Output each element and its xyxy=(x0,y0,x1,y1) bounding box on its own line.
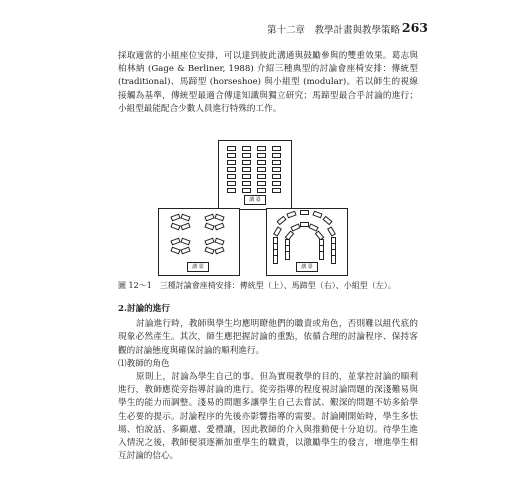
desk xyxy=(272,153,281,158)
figure-caption: 圖 12～1 三種討論會座椅安排：傳統型（上）、馬蹄型（右）、小組型（左）。 xyxy=(118,281,396,290)
desk xyxy=(227,188,236,193)
section-heading: 2.討論的進行 xyxy=(118,304,170,314)
desk xyxy=(257,181,266,186)
desk xyxy=(327,226,336,236)
desk xyxy=(214,214,224,222)
desk xyxy=(204,223,214,231)
page-header xyxy=(0,22,520,36)
section-discussion xyxy=(118,303,418,463)
chapter-title: 第十二章 教學計畫與教學策略 xyxy=(266,25,400,36)
section-paragraph-2: 原則上，討論為學生自己的事。但為實現教學的目的，並掌控討論的順利進行，教師應從旁指導討論的進行。從旁指導的程度視討論問題的深淺難易與學生的能力而調整。淺易的問題多讓學生自己去嘗試、艱深的問題不妨多給學生必要的提示。討論程序的先後亦影響指導的需要。討論剛開始時，學生多怯場、怕說話、多顧慮、愛禮讓，因此教師的介入與推動便十分迫切。待學生進入情況之後，教師便須逐漸加重學生的職責，以激勵學生的發言，增進學生相互討論的信心。 xyxy=(118,372,418,462)
modular-layout-box xyxy=(158,208,240,276)
desk xyxy=(300,222,309,227)
desk xyxy=(180,223,190,231)
desk xyxy=(272,160,281,165)
desk xyxy=(257,160,266,165)
desk xyxy=(257,174,266,179)
desk xyxy=(272,181,281,186)
desk xyxy=(170,214,180,222)
desk xyxy=(331,255,336,264)
desk xyxy=(273,226,282,236)
desk xyxy=(273,255,278,264)
desk xyxy=(214,247,224,255)
traditional-layout-box xyxy=(218,140,292,210)
desk xyxy=(242,167,251,172)
desk xyxy=(180,214,190,222)
desk xyxy=(242,160,251,165)
desk xyxy=(214,238,224,246)
desk xyxy=(257,146,266,151)
desk xyxy=(300,210,309,215)
desk xyxy=(227,167,236,172)
intro-paragraph: 採取適當的小組座位安排，可以達到彼此溝通與鼓勵參與的雙重效果。葛志與柏林納 (Gage & Berliner, 1988) 介紹三種典型的討論會座椅安排：傳統型 (traditional)、馬蹄型 (horseshoe) 與小組型 (modular)。若以師生的視線接觸為基準，傳統型最適合傳達知識與獨立研究；馬蹄型最合乎討論的進行；小組型最能配合少數人員進行特殊的工作。 xyxy=(118,51,418,114)
page-number: 263 xyxy=(401,20,428,35)
desk xyxy=(242,146,251,151)
desk xyxy=(227,153,236,158)
intro-text xyxy=(118,50,418,116)
section-paragraph-1: 討論進行時，教師與學生均應明瞭他們的職責或角色，否則難以組代底的現象必然產生。其次，師生應把握討論的重點，依循合理的討論程序、保持客觀的討論態度與確保討論的順利進行。 xyxy=(118,319,418,356)
desk xyxy=(204,214,214,222)
desk xyxy=(272,174,281,179)
modular-podium: 講 臺 xyxy=(187,262,209,272)
desk xyxy=(272,146,281,151)
desk xyxy=(180,238,190,246)
desk xyxy=(214,223,224,231)
desk xyxy=(204,238,214,246)
desk xyxy=(204,247,214,255)
subheading-teacher-role: ⑴教師的角色 xyxy=(118,358,170,369)
desk xyxy=(319,251,324,260)
desk xyxy=(227,160,236,165)
desk xyxy=(242,174,251,179)
desk xyxy=(227,181,236,186)
horseshoe-podium: 講 臺 xyxy=(296,262,318,272)
desk xyxy=(312,211,322,219)
desk xyxy=(272,167,281,172)
traditional-podium: 講 臺 xyxy=(244,195,266,205)
desk xyxy=(285,251,290,260)
desk xyxy=(276,216,286,226)
desk xyxy=(242,153,251,158)
desk xyxy=(170,247,180,255)
horseshoe-layout-box xyxy=(266,208,348,276)
desk xyxy=(242,181,251,186)
desk xyxy=(170,223,180,231)
desk xyxy=(257,188,266,193)
desk xyxy=(272,188,281,193)
desk xyxy=(286,211,296,219)
desk xyxy=(242,188,251,193)
desk xyxy=(227,146,236,151)
desk xyxy=(170,238,180,246)
desk xyxy=(227,174,236,179)
desk xyxy=(180,247,190,255)
desk xyxy=(322,216,332,226)
desk xyxy=(257,153,266,158)
desk xyxy=(257,167,266,172)
